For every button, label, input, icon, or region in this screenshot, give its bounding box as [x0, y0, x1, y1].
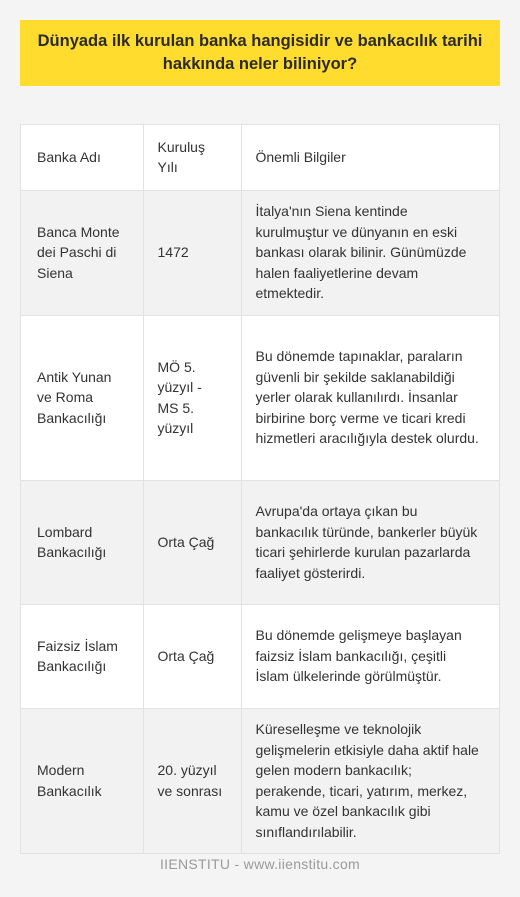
cell-important-info: Küreselleşme ve teknolojik gelişmelerin etkisiyle daha aktif hale gelen modern bankacılık; perakende, ticari, yatırım, merkez, kamu ve özel bankacılık gibi sınıflandırılabilir. [255, 721, 479, 840]
cell-bank-name: Banca Monte dei Paschi di Siena [21, 190, 143, 315]
table-row [21, 315, 499, 480]
cell-bank-name: Antik Yunan ve Roma Bankacılığı [21, 315, 143, 480]
table-row [21, 190, 499, 315]
table-row [21, 604, 499, 708]
header-founding-year: Kuruluş Yılı [143, 125, 241, 190]
cell-important-info: Avrupa'da ortaya çıkan bu bankacılık türünde, bankerler büyük ticari şehirlerde kurulan pazarlarda faaliyet gösterirdi. [241, 480, 499, 604]
cell-important-info: İtalya'nın Siena kentinde kurulmuştur ve dünyanın en eski bankası olarak bilinir. Günümüzde halen faaliyetlerine devam etmektedir. [241, 190, 499, 315]
footer-credit: IIENSTITU - www.iienstitu.com [159, 856, 361, 872]
header-important-info: Önemli Bilgiler [241, 125, 499, 190]
title-banner [20, 20, 500, 86]
cell-founding-year: MÖ 5. yüzyıl - MS 5. yüzyıl [143, 315, 241, 480]
banking-history-table [20, 124, 500, 854]
table-row [21, 480, 499, 604]
cell-important-info: Bu dönemde gelişmeye başlayan faizsiz İslam bankacılığı, çeşitli İslam ülkelerinde görülmüştür. [241, 604, 499, 708]
table-header-row [21, 125, 499, 190]
cell-founding-year: Orta Çağ [143, 480, 241, 604]
cell-founding-year: 20. yüzyıl ve sonrası [143, 708, 241, 853]
cell-bank-name: Faizsiz İslam Bankacılığı [21, 604, 143, 708]
cell-bank-name: Modern Bankacılık [21, 708, 143, 853]
cell-founding-year: 1472 [143, 190, 241, 315]
cell-founding-year: Orta Çağ [143, 604, 241, 708]
page-title: Dünyada ilk kurulan banka hangisidir ve bankacılık tarihi hakkında neler biliniyor? [37, 32, 483, 73]
cell-important-info: Bu dönemde tapınaklar, paraların güvenli bir şekilde saklanabildiği yerler olarak kullanılırdı. İnsanlar birbirine borç verme ve ticari kredi hizmetleri aracılığıyla destek olurdu. [241, 315, 499, 480]
table-row [21, 708, 499, 853]
header-bank-name: Banka Adı [21, 125, 143, 190]
cell-bank-name: Lombard Bankacılığı [21, 480, 143, 604]
